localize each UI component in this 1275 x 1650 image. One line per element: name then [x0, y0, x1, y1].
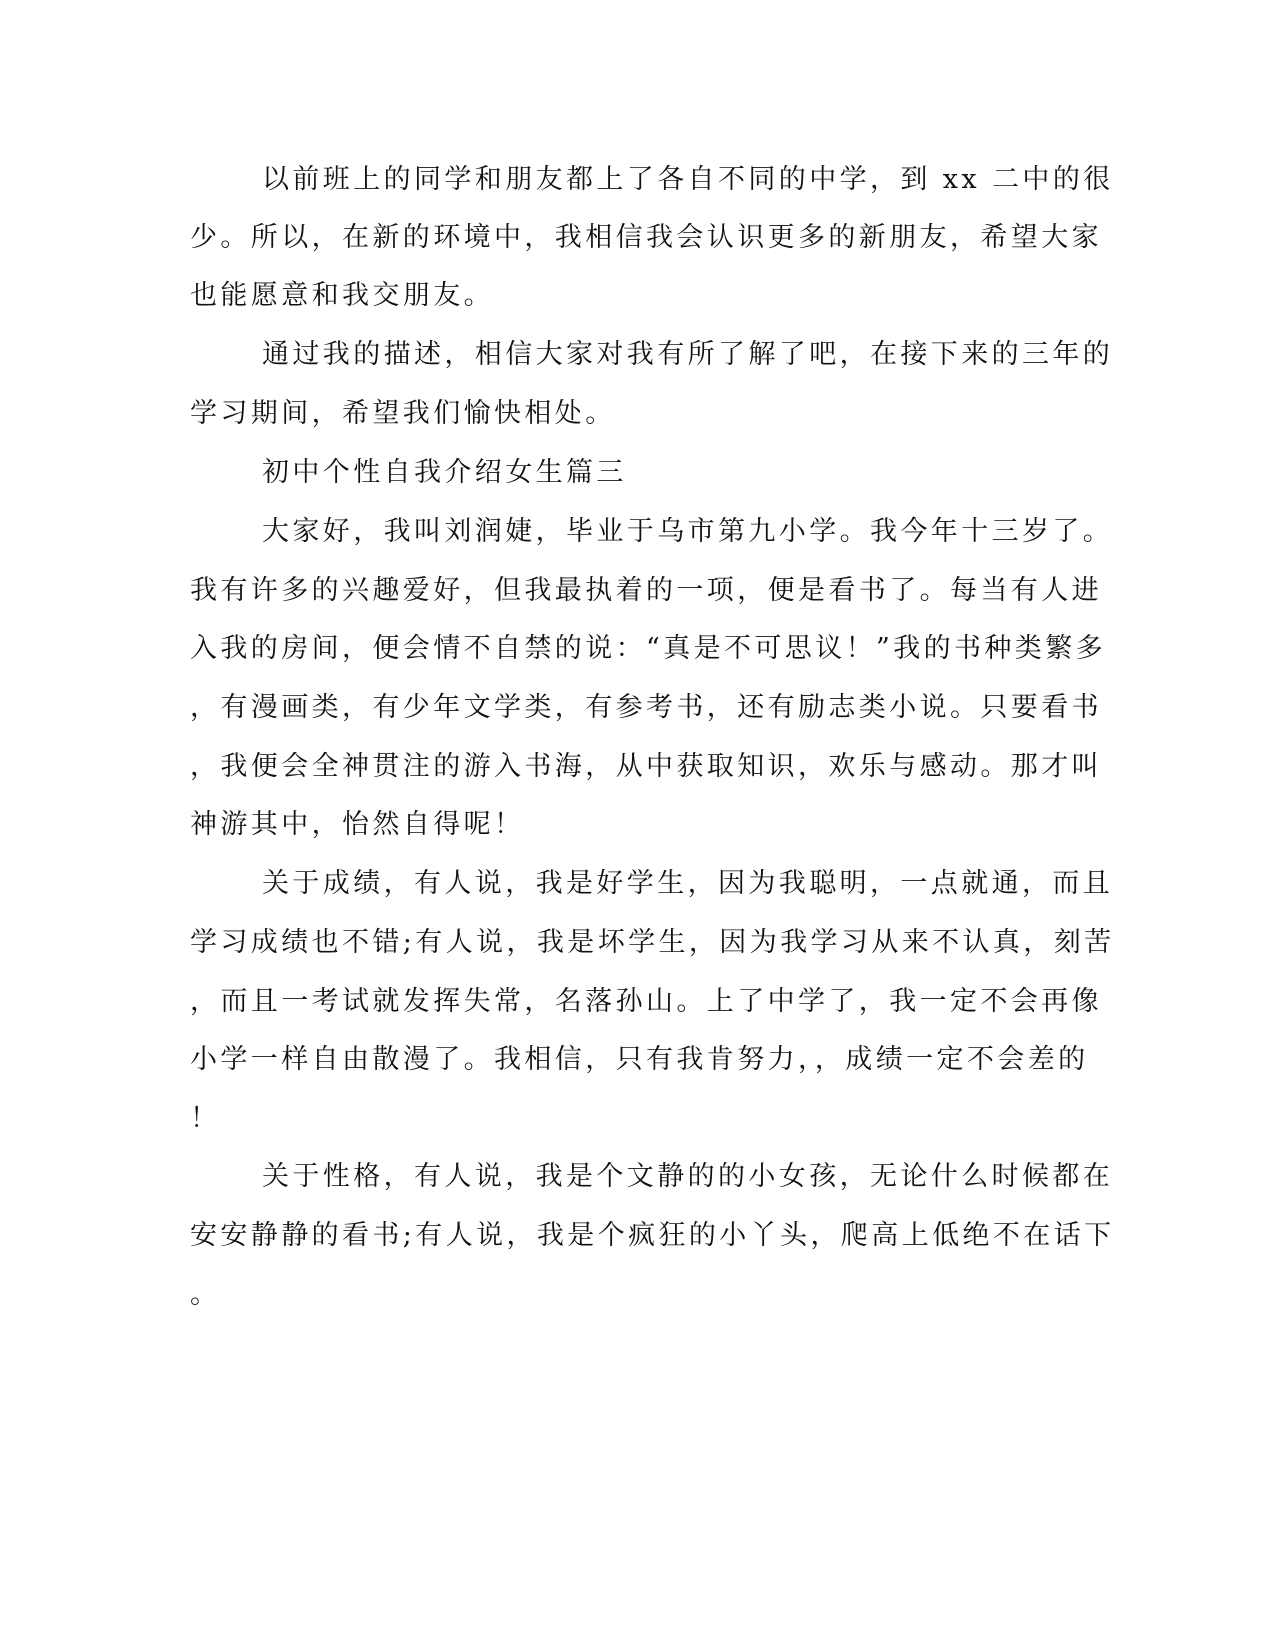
paragraph-line: ！	[190, 1103, 221, 1134]
paragraph-line: ，我便会全神贯注的游入书海，从中获取知识，欢乐与感动。那才叫	[190, 751, 1102, 782]
paragraph-line: 关于成绩，有人说，我是好学生，因为我聪明，一点就通，而且	[262, 868, 1114, 899]
paragraph-line: 神游其中，怡然自得呢！	[190, 809, 525, 840]
paragraph-line: 学习期间，希望我们愉快相处。	[190, 398, 616, 429]
paragraph-line: 通过我的描述，相信大家对我有所了解了吧，在接下来的三年的	[262, 339, 1114, 370]
paragraph-line: 也能愿意和我交朋友。	[190, 280, 494, 311]
paragraph-line: 以前班上的同学和朋友都上了各自不同的中学，到 xx 二中的很	[262, 164, 1114, 195]
paragraph-line: 学习成绩也不错;有人说，我是坏学生，因为我学习从来不认真，刻苦	[190, 927, 1115, 958]
paragraph-line: 大家好，我叫刘润婕，毕业于乌市第九小学。我今年十三岁了。	[262, 516, 1114, 547]
paragraph-line: 。	[190, 1279, 221, 1310]
paragraph-line: 关于性格，有人说，我是个文静的的小女孩，无论什么时候都在	[262, 1161, 1114, 1192]
paragraph-line: ，而且一考试就发挥失常，名落孙山。上了中学了，我一定不会再像	[190, 986, 1102, 1017]
paragraph-line: ，有漫画类，有少年文学类，有参考书，还有励志类小说。只要看书	[190, 692, 1102, 723]
paragraph-line: 安安静静的看书;有人说，我是个疯狂的小丫头，爬高上低绝不在话下	[190, 1220, 1115, 1251]
paragraph-line: 我有许多的兴趣爱好，但我最执着的一项，便是看书了。每当有人进	[190, 575, 1102, 606]
section-heading: 初中个性自我介绍女生篇三	[262, 457, 627, 488]
paragraph-line: 少。所以，在新的环境中，我相信我会认识更多的新朋友，希望大家	[190, 222, 1102, 253]
paragraph-line: 入我的房间，便会情不自禁的说：“真是不可思议！”我的书种类繁多	[190, 633, 1107, 664]
paragraph-line: 小学一样自由散漫了。我相信，只有我肯努力，，成绩一定不会差的	[190, 1044, 1089, 1075]
